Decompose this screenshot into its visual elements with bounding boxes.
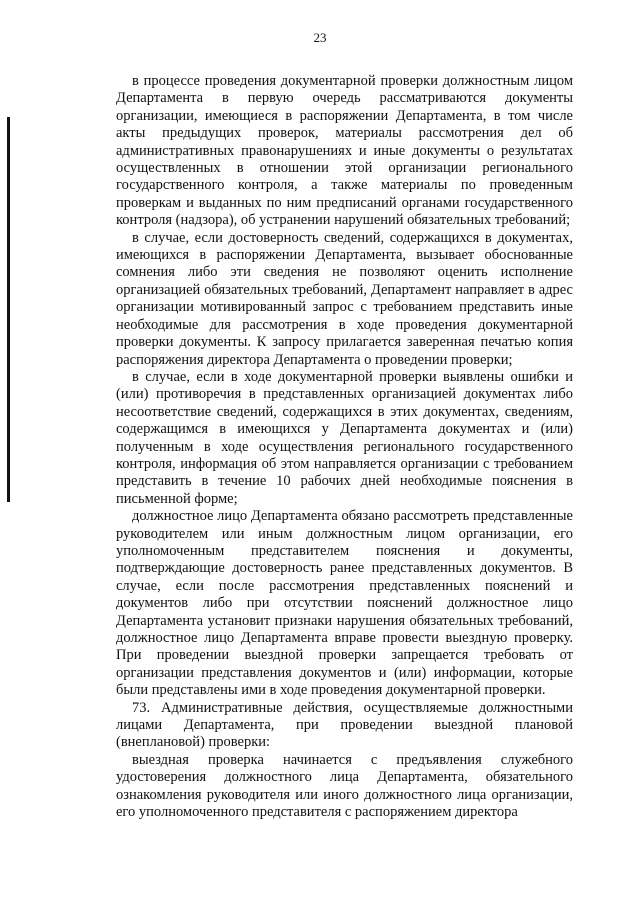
- document-body: [116, 73, 573, 821]
- paragraph-onsite-inspection: выездная проверка начинается с предъявления служебного удостоверения должностного лица Департамента, обязательного ознакомления руководителя или иного должностного лица организации, его уполномоченного представителя с распоряжением директора: [116, 751, 573, 821]
- paragraph-item-73: 73. Административные действия, осуществляемые должностными лицами Департамента, при проведении выездной плановой (внеплановой) проверки:: [116, 699, 573, 751]
- paragraph-official-obliged: должностное лицо Департамента обязано рассмотреть представленные руководителем или иным должностным лицом организации, его уполномоченным представителем пояснения и документы, подтверждающие достоверность ранее представленных документов. В случае, если после рассмотрения представленных пояснений и документов либо при отсутствии пояснений должностное лицо Департамента установит признаки нарушения обязательных требований, должностное лицо Департамента вправе провести выездную проверку. При проведении выездной проверки запрещается требовать от организации представления документов и (или) информации, которые были представлены ими в ходе проведения документарной проверки.: [116, 508, 573, 699]
- page-number: 23: [313, 30, 327, 45]
- paragraph-documentary-review: в процессе проведения документарной проверки должностным лицом Департамента в первую очередь рассматриваются документы организации, имеющиеся в распоряжении Департамента, в том числе акты предыдущих проверок, материалы рассмотрения дел об административных правонарушениях и иные документы о результатах осуществленных в отношении этой организации регионального государственного контроля, а также материалы по проведенным проверкам и выданных по ним предписаний органами государственного контроля (надзора), об устранении нарушений обязательных требований;: [116, 73, 573, 229]
- margin-line: [7, 117, 10, 502]
- paragraph-request-documents: в случае, если достоверность сведений, содержащихся в документах, имеющихся в распоряжении Департамента, вызывает обоснованные сомнения либо эти сведения не позволяют оценить исполнение организацией обязательных требований, Департамент направляет в адрес организации мотивированный запрос с требованием представить иные необходимые для рассмотрения в ходе проведения документарной проверки документы. К запросу прилагается заверенная печатью копия распоряжения директора Департамента о проведении проверки;: [116, 229, 573, 368]
- paragraph-errors-found: в случае, если в ходе документарной проверки выявлены ошибки и (или) противоречия в представленных организацией документах либо несоответствие сведений, содержащихся в этих документах, сведениям, содержащимся в имеющихся у Департамента документах и (или) полученным в ходе осуществления регионального государственного контроля, информация об этом направляется организации с требованием представить в течение 10 рабочих дней необходимые пояснения в письменной форме;: [116, 368, 573, 507]
